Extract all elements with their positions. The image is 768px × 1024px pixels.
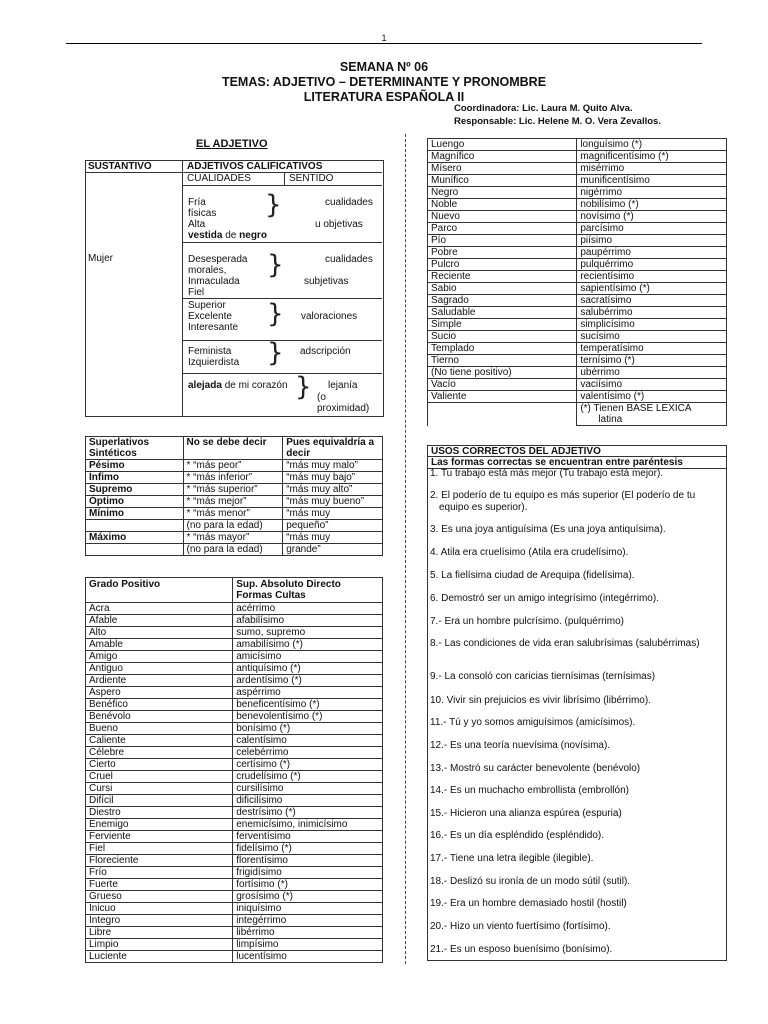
table-cell: Antiguo xyxy=(86,663,233,675)
table-cell: Máximo xyxy=(86,532,184,544)
table-cell: * “más peor” xyxy=(183,460,283,472)
table-cell: certísimo (*) xyxy=(233,759,383,771)
usos-item: 18.- Deslizó su ironía de un modo sútil (sutil). xyxy=(430,876,631,887)
g1-d-bold2: negro xyxy=(239,230,267,241)
table-cell: calentísimo xyxy=(233,735,383,747)
table-cell: nobilísimo (*) xyxy=(577,199,727,211)
responsible-line: Responsable: Lic. Helene M. O. Vera Zevallos. xyxy=(454,116,661,127)
table-cell: Valiente xyxy=(428,391,577,403)
table-row xyxy=(86,663,383,675)
usos-item: 17.- Tiene una letra ilegible (ilegible). xyxy=(430,853,594,864)
adjective-diagram xyxy=(85,160,383,415)
table-cell: Parco xyxy=(428,223,577,235)
table-cell: aspérrimo xyxy=(233,687,383,699)
g2-a: Desesperada xyxy=(188,254,248,265)
usos-item: 6. Demostró ser un amigo integrísimo (integérrimo). xyxy=(430,593,659,604)
table-cell: novísimo (*) xyxy=(577,211,727,223)
table-cell: Sucio xyxy=(428,331,577,343)
table-row xyxy=(86,867,383,879)
sub-sentido: SENTIDO xyxy=(289,173,334,184)
table-row xyxy=(428,283,727,295)
table-row xyxy=(86,939,383,951)
table-cell: ardentísimo (*) xyxy=(233,675,383,687)
col-adjetivos: ADJETIVOS CALIFICATIVOS xyxy=(187,161,323,172)
page-title: SEMANA Nº 06 xyxy=(339,60,429,74)
coordinator-line: Coordinadora: Lic. Laura M. Quito Alva. xyxy=(454,103,633,114)
table-cell: Enemigo xyxy=(86,819,233,831)
table-cell: acérrimo xyxy=(233,603,383,615)
usos-item: 20.- Hizo un viento fuertísimo (fortísimo). xyxy=(430,921,611,932)
g5-rest: de mi corazón xyxy=(221,380,288,391)
brace-icon: } xyxy=(267,338,284,368)
table-row xyxy=(428,367,727,379)
note-row xyxy=(428,403,727,426)
table-row xyxy=(428,319,727,331)
table-row xyxy=(428,223,727,235)
table-cell: Ferviente xyxy=(86,831,233,843)
table-cell: Pío xyxy=(428,235,577,247)
table-cell: Luciente xyxy=(86,951,233,963)
table-cell: Floreciente xyxy=(86,855,233,867)
table-row xyxy=(86,711,383,723)
g3-b: Excelente xyxy=(188,311,232,322)
table-cell: Ínfimo xyxy=(86,472,184,484)
table-cell: Sabio xyxy=(428,283,577,295)
brace-icon: } xyxy=(267,250,284,280)
table-cell: “más muy alto” xyxy=(283,484,383,496)
usos-subtitle: Las formas correctas se encuentran entre paréntesis xyxy=(427,457,727,469)
table-cell: * “más inferior” xyxy=(183,472,283,484)
table-cell: Íntegro xyxy=(86,915,233,927)
table-cell: Célebre xyxy=(86,747,233,759)
table-row xyxy=(86,783,383,795)
table-cell xyxy=(86,520,184,532)
grado-positivo-table xyxy=(85,577,383,963)
table-cell: longuísimo (*) xyxy=(577,139,727,151)
g1-r1: cualidades xyxy=(325,197,373,208)
table-cell: Pulcro xyxy=(428,259,577,271)
table-cell: Mísero xyxy=(428,163,577,175)
table-row xyxy=(86,508,383,520)
table-cell: Luengo xyxy=(428,139,577,151)
table-row xyxy=(86,843,383,855)
g1-d-bold1: vestida xyxy=(188,230,223,241)
table-cell: Negro xyxy=(428,187,577,199)
table-row xyxy=(428,199,727,211)
g1-c: Alta xyxy=(188,219,206,230)
table-row xyxy=(428,247,727,259)
table-cell: Amable xyxy=(86,639,233,651)
table-cell: Cierto xyxy=(86,759,233,771)
table-cell: sapientísimo (*) xyxy=(577,283,727,295)
table-cell: florentísimo xyxy=(233,855,383,867)
table-cell: (No tiene positivo) xyxy=(428,367,577,379)
table-cell: amicísimo xyxy=(233,651,383,663)
table-cell: fortísimo (*) xyxy=(233,879,383,891)
table-row xyxy=(86,891,383,903)
table-cell: vaciísimo xyxy=(577,379,727,391)
table-row xyxy=(86,915,383,927)
column-header: No se debe decir xyxy=(183,437,283,460)
usos-item: 19.- Era un hombre demasiado hostil (hostil) xyxy=(430,898,627,909)
table-row xyxy=(428,211,727,223)
table-cell: “más muy bueno” xyxy=(283,496,383,508)
table-cell: piísimo xyxy=(577,235,727,247)
table-cell: Difícil xyxy=(86,795,233,807)
table-cell: dificilísimo xyxy=(233,795,383,807)
table-row xyxy=(86,687,383,699)
brace-icon: } xyxy=(295,372,312,402)
table-row xyxy=(86,771,383,783)
grado-positivo-continuation-table xyxy=(427,138,727,426)
usos-item: 8.- Las condiciones de vida eran salubrísimas (salubérrimas) xyxy=(430,638,700,649)
table-cell: (no para la edad) xyxy=(183,520,283,532)
table-cell: benevolentísimo (*) xyxy=(233,711,383,723)
usos-item: 1. Tu trabajo está más mejor (Tu trabajo está mejor). xyxy=(430,468,664,479)
usos-item: 5. La fielísima ciudad de Arequipa (fidelísima). xyxy=(430,570,635,581)
table-cell: bonísimo (*) xyxy=(233,723,383,735)
page-number: 1 xyxy=(381,33,387,43)
table-row xyxy=(86,735,383,747)
table-cell: crudelísimo (*) xyxy=(233,771,383,783)
sub-cualidades: CUALIDADES xyxy=(187,173,251,184)
table-header-row xyxy=(86,437,383,460)
table-cell: Ardiente xyxy=(86,675,233,687)
usos-item: 21.- Es un esposo buenísimo (bonísimo). xyxy=(430,944,613,955)
table-cell: Bueno xyxy=(86,723,233,735)
noun-mujer: Mujer xyxy=(88,253,114,264)
table-cell: temperatísimo xyxy=(577,343,727,355)
table-header-row xyxy=(86,578,383,603)
table-row xyxy=(428,343,727,355)
table-row xyxy=(86,879,383,891)
g4-b: Izquierdista xyxy=(188,357,240,368)
g4-a: Feminista xyxy=(188,346,232,357)
table-cell: ternísimo (*) xyxy=(577,355,727,367)
table-cell: Limpio xyxy=(86,939,233,951)
table-row xyxy=(86,927,383,939)
table-cell: Benévolo xyxy=(86,711,233,723)
table-cell: Cruel xyxy=(86,771,233,783)
table-cell: Simple xyxy=(428,319,577,331)
table-row xyxy=(428,235,727,247)
table-cell: Amigo xyxy=(86,651,233,663)
table-row xyxy=(86,675,383,687)
table-row xyxy=(86,460,383,472)
table-cell: sumo, supremo xyxy=(233,627,383,639)
table-cell: ferventísimo xyxy=(233,831,383,843)
course-title: LITERATURA ESPAÑOLA II xyxy=(303,90,465,104)
table-row xyxy=(428,259,727,271)
usos-item: 16.- Es un día espléndido (espléndido). xyxy=(430,830,605,841)
g5-r3: proximidad) xyxy=(317,403,370,414)
table-cell: amabilísimo (*) xyxy=(233,639,383,651)
table-row xyxy=(86,639,383,651)
table-cell: enemicísimo, inimicísimo xyxy=(233,819,383,831)
table-cell xyxy=(86,544,184,556)
table-row xyxy=(428,379,727,391)
table-cell: sacratísimo xyxy=(577,295,727,307)
column-header: Sup. Absoluto Directo Formas Cultas xyxy=(233,578,383,603)
table-row xyxy=(86,819,383,831)
table-row xyxy=(428,331,727,343)
table-row xyxy=(86,903,383,915)
table-cell: magnificentísimo (*) xyxy=(577,151,727,163)
g2-d: Fiel xyxy=(188,287,205,298)
table-row xyxy=(86,951,383,963)
table-cell: destrísimo (*) xyxy=(233,807,383,819)
table-cell: * “más mejor” xyxy=(183,496,283,508)
brace-icon: } xyxy=(265,190,282,220)
note-cell xyxy=(577,403,727,426)
table-cell: Frío xyxy=(86,867,233,879)
table-cell: Supremo xyxy=(86,484,184,496)
table-cell: Pésimo xyxy=(86,460,184,472)
table-row xyxy=(86,795,383,807)
table-cell: libérrimo xyxy=(233,927,383,939)
g5-r2: (o xyxy=(317,392,326,403)
table-cell: Fuerte xyxy=(86,879,233,891)
g1-d xyxy=(188,230,267,241)
table-cell: Óptimo xyxy=(86,496,184,508)
note-line-1: (*) Tienen BASE LEXICA xyxy=(580,403,692,414)
g2-r2: subjetivas xyxy=(304,276,349,287)
table-row xyxy=(428,139,727,151)
table-cell: Alto xyxy=(86,627,233,639)
table-cell: grande” xyxy=(283,544,383,556)
table-cell: “más muy xyxy=(283,532,383,544)
g5-r1: lejanía xyxy=(328,380,358,391)
g1-b: físicas xyxy=(188,208,217,219)
header-rule xyxy=(66,43,702,44)
table-cell: simplicísimo xyxy=(577,319,727,331)
table-row xyxy=(428,271,727,283)
table-row xyxy=(86,484,383,496)
table-row xyxy=(86,472,383,484)
table-cell: Áspero xyxy=(86,687,233,699)
table-cell: beneficentísimo (*) xyxy=(233,699,383,711)
table-cell: integérrimo xyxy=(233,915,383,927)
brace-icon: } xyxy=(267,299,284,329)
table-cell: parcísimo xyxy=(577,223,727,235)
column-header: Grado Positivo xyxy=(86,578,233,603)
table-cell: (no para la edad) xyxy=(183,544,283,556)
table-cell: Munífico xyxy=(428,175,577,187)
table-cell: munificentísimo xyxy=(577,175,727,187)
note-line-2: latina xyxy=(598,414,623,425)
table-cell: Templado xyxy=(428,343,577,355)
table-cell: grosísimo (*) xyxy=(233,891,383,903)
table-cell: cursilísimo xyxy=(233,783,383,795)
table-cell: lucentísimo xyxy=(233,951,383,963)
table-cell: Vacío xyxy=(428,379,577,391)
g1-d-mid: de xyxy=(222,230,240,241)
table-cell: Inicuo xyxy=(86,903,233,915)
usos-item: 4. Atila era cruelísimo (Atila era crudelísimo). xyxy=(430,547,629,558)
table-row xyxy=(86,807,383,819)
column-header: Pues equivaldría a decir xyxy=(283,437,383,460)
table-row xyxy=(86,603,383,615)
g1-a: Fría xyxy=(188,197,206,208)
page-subtitle: TEMAS: ADJETIVO – DETERMINANTE Y PRONOMBRE xyxy=(221,75,547,89)
table-cell: “más muy bajo” xyxy=(283,472,383,484)
table-row xyxy=(86,544,383,556)
table-row xyxy=(86,496,383,508)
table-row xyxy=(86,723,383,735)
table-cell: fidelísimo (*) xyxy=(233,843,383,855)
usos-item: 2. El poderío de tu equipo es más superior (El poderío de tu equipo es superior). xyxy=(430,490,696,513)
table-cell: pequeño” xyxy=(283,520,383,532)
table-cell: Acra xyxy=(86,603,233,615)
section-title-adjetivo: EL ADJETIVO xyxy=(196,138,268,150)
usos-item: 9.- La consoló con caricias tiernísimas (ternísimas) xyxy=(430,671,656,682)
table-cell: paupérrimo xyxy=(577,247,727,259)
table-cell: “más muy xyxy=(283,508,383,520)
table-row xyxy=(428,151,727,163)
usos-item: 10. Vivir sin prejuicios es vivir librísimo (libérrimo). xyxy=(430,695,651,706)
table-cell: “más muy malo” xyxy=(283,460,383,472)
g3-c: Interesante xyxy=(188,322,239,333)
table-cell: celebérrimo xyxy=(233,747,383,759)
g2-c: Inmaculada xyxy=(188,276,240,287)
g5-a xyxy=(188,380,288,391)
table-cell: Tierno xyxy=(428,355,577,367)
table-row xyxy=(428,187,727,199)
usos-item: 11.- Tú y yo somos amiguísimos (amicísimos). xyxy=(430,717,636,728)
table-cell: * “más mayor” xyxy=(183,532,283,544)
table-row xyxy=(86,759,383,771)
table-cell: Fiel xyxy=(86,843,233,855)
table-row xyxy=(428,355,727,367)
table-cell: frigidísimo xyxy=(233,867,383,879)
table-cell: Benéfico xyxy=(86,699,233,711)
usos-item: 14.- Es un muchacho embrollista (embrollón) xyxy=(430,785,629,796)
table-cell: Saludable xyxy=(428,307,577,319)
usos-item: 12.- Es una teoría nuevísima (novísima). xyxy=(430,740,611,751)
table-cell: limpísimo xyxy=(233,939,383,951)
table-cell: * “más superior” xyxy=(183,484,283,496)
usos-title: USOS CORRECTOS DEL ADJETIVO xyxy=(427,445,727,457)
table-row xyxy=(86,615,383,627)
usos-item: 15.- Hicieron una alianza espúrea (espuria) xyxy=(430,808,622,819)
table-row xyxy=(86,831,383,843)
table-cell: Magnífico xyxy=(428,151,577,163)
table-cell: Mínimo xyxy=(86,508,184,520)
table-row xyxy=(428,391,727,403)
g3-a: Superior xyxy=(188,300,226,311)
table-cell: Pobre xyxy=(428,247,577,259)
note-empty xyxy=(428,403,577,426)
table-cell: Afable xyxy=(86,615,233,627)
table-cell: pulquérrimo xyxy=(577,259,727,271)
table-cell: Sagrado xyxy=(428,295,577,307)
table-row xyxy=(428,163,727,175)
superlatives-table xyxy=(85,436,383,556)
table-row xyxy=(86,520,383,532)
table-cell: Nuevo xyxy=(428,211,577,223)
g3-r: valoraciones xyxy=(301,311,358,322)
table-cell: Grueso xyxy=(86,891,233,903)
usos-item: 13.- Mostró su carácter benevolente (benévolo) xyxy=(430,763,641,774)
noun-cell xyxy=(85,160,183,417)
table-row xyxy=(86,532,383,544)
table-cell: Noble xyxy=(428,199,577,211)
table-row xyxy=(86,699,383,711)
table-cell: misérrimo xyxy=(577,163,727,175)
table-cell: sucísimo xyxy=(577,331,727,343)
table-row xyxy=(428,295,727,307)
g1-r2: u objetivas xyxy=(315,219,363,230)
usos-item: 3. Es una joya antiguísima (Es una joya antiquísima). xyxy=(430,524,666,535)
table-row xyxy=(86,627,383,639)
table-cell: * “más menor” xyxy=(183,508,283,520)
table-cell: Reciente xyxy=(428,271,577,283)
table-cell: iniquísimo xyxy=(233,903,383,915)
g5-bold: alejada xyxy=(188,380,222,391)
table-cell: salubérrimo xyxy=(577,307,727,319)
table-row xyxy=(428,307,727,319)
table-cell: antiquísimo (*) xyxy=(233,663,383,675)
table-cell: afabilísimo xyxy=(233,615,383,627)
table-cell: ubérrimo xyxy=(577,367,727,379)
table-cell: Caliente xyxy=(86,735,233,747)
g2-r1: cualidades xyxy=(325,254,373,265)
table-cell: Cursi xyxy=(86,783,233,795)
table-cell: recientísimo xyxy=(577,271,727,283)
table-cell: Diestro xyxy=(86,807,233,819)
table-cell: Libre xyxy=(86,927,233,939)
col-sustantivo: SUSTANTIVO xyxy=(88,161,152,172)
table-row xyxy=(86,747,383,759)
column-separator xyxy=(405,134,406,964)
column-header: Superlativos Sintéticos xyxy=(86,437,184,460)
g2-b: morales, xyxy=(188,265,227,276)
table-row xyxy=(86,651,383,663)
g4-r: adscripción xyxy=(300,346,351,357)
usos-item: 7.- Era un hombre pulcrísimo. (pulquérrimo) xyxy=(430,616,624,627)
table-row xyxy=(86,855,383,867)
table-row xyxy=(428,175,727,187)
table-cell: nigérrimo xyxy=(577,187,727,199)
table-cell: valentísimo (*) xyxy=(577,391,727,403)
